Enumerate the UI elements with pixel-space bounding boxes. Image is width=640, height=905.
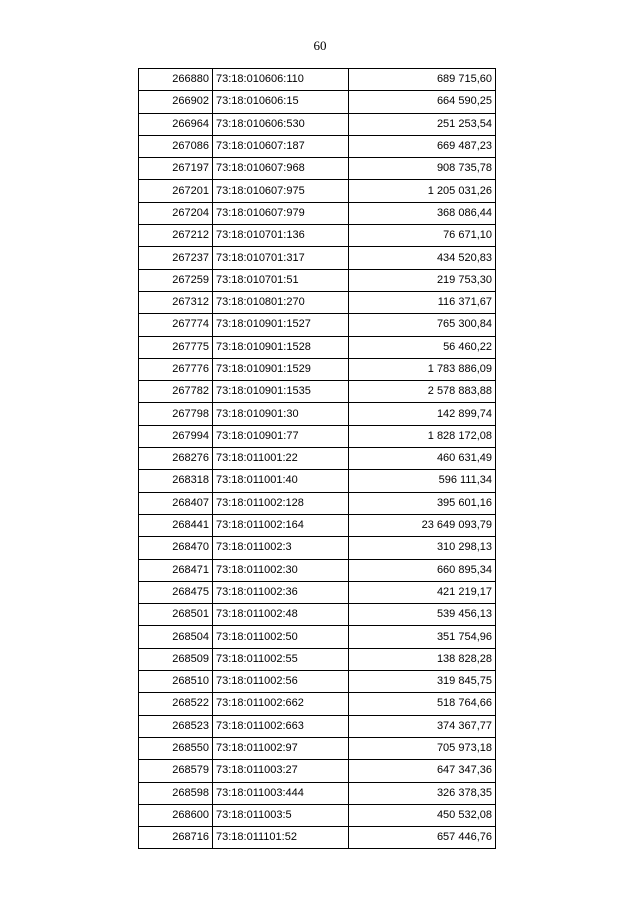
table-row [139, 202, 496, 224]
cadastral-number-cell: 73:18:010607:979 [213, 202, 349, 224]
table-row [139, 291, 496, 313]
table-row [139, 492, 496, 514]
value-cell: 421 219,17 [349, 581, 496, 603]
cadastral-number-cell: 73:18:011002:55 [213, 648, 349, 670]
value-cell: 374 367,77 [349, 715, 496, 737]
value-cell: 1 828 172,08 [349, 425, 496, 447]
value-cell: 319 845,75 [349, 671, 496, 693]
table-row [139, 671, 496, 693]
page-number: 60 [313, 38, 327, 53]
record-id-cell: 268716 [139, 827, 213, 849]
value-cell: 596 111,34 [349, 470, 496, 492]
table-row [139, 135, 496, 157]
table-row [139, 715, 496, 737]
value-cell: 689 715,60 [349, 69, 496, 91]
record-id-cell: 266964 [139, 113, 213, 135]
table-row [139, 91, 496, 113]
table-row [139, 247, 496, 269]
value-cell: 1 783 886,09 [349, 358, 496, 380]
value-cell: 23 649 093,79 [349, 514, 496, 536]
cadastral-number-cell: 73:18:010607:968 [213, 158, 349, 180]
table-row [139, 626, 496, 648]
table-row [139, 782, 496, 804]
record-id-cell: 268509 [139, 648, 213, 670]
cadastral-number-cell: 73:18:011003:444 [213, 782, 349, 804]
table-row [139, 804, 496, 826]
cadastral-number-cell: 73:18:010701:51 [213, 269, 349, 291]
record-id-cell: 268504 [139, 626, 213, 648]
cadastral-number-cell: 73:18:010701:136 [213, 225, 349, 247]
cadastral-number-cell: 73:18:011002:36 [213, 581, 349, 603]
table-row [139, 336, 496, 358]
cadastral-number-cell: 73:18:011101:52 [213, 827, 349, 849]
cadastral-number-cell: 73:18:010801:270 [213, 291, 349, 313]
record-id-cell: 267774 [139, 314, 213, 336]
record-id-cell: 268600 [139, 804, 213, 826]
value-cell: 138 828,28 [349, 648, 496, 670]
table-row [139, 425, 496, 447]
table-row [139, 604, 496, 626]
cadastral-number-cell: 73:18:010607:975 [213, 180, 349, 202]
record-id-cell: 266902 [139, 91, 213, 113]
data-table [138, 68, 496, 849]
cadastral-number-cell: 73:18:011002:30 [213, 559, 349, 581]
record-id-cell: 268471 [139, 559, 213, 581]
cadastral-number-cell: 73:18:011002:48 [213, 604, 349, 626]
record-id-cell: 267197 [139, 158, 213, 180]
cadastral-number-cell: 73:18:011002:97 [213, 737, 349, 759]
record-id-cell: 268441 [139, 514, 213, 536]
record-id-cell: 267994 [139, 425, 213, 447]
cadastral-number-cell: 73:18:011002:128 [213, 492, 349, 514]
record-id-cell: 266880 [139, 69, 213, 91]
table-row [139, 648, 496, 670]
value-cell: 647 347,36 [349, 760, 496, 782]
cadastral-number-cell: 73:18:010901:1535 [213, 381, 349, 403]
value-cell: 76 671,10 [349, 225, 496, 247]
value-cell: 310 298,13 [349, 537, 496, 559]
value-cell: 251 253,54 [349, 113, 496, 135]
value-cell: 664 590,25 [349, 91, 496, 113]
record-id-cell: 268276 [139, 448, 213, 470]
record-id-cell: 267212 [139, 225, 213, 247]
table-row [139, 225, 496, 247]
cadastral-number-cell: 73:18:011003:5 [213, 804, 349, 826]
value-cell: 351 754,96 [349, 626, 496, 648]
table-row [139, 69, 496, 91]
cadastral-number-cell: 73:18:011002:56 [213, 671, 349, 693]
value-cell: 116 371,67 [349, 291, 496, 313]
table-row [139, 514, 496, 536]
cadastral-number-cell: 73:18:010901:1527 [213, 314, 349, 336]
value-cell: 395 601,16 [349, 492, 496, 514]
table-body [139, 69, 496, 849]
cadastral-number-cell: 73:18:011003:27 [213, 760, 349, 782]
cadastral-number-cell: 73:18:011002:164 [213, 514, 349, 536]
record-id-cell: 268407 [139, 492, 213, 514]
record-id-cell: 268550 [139, 737, 213, 759]
record-id-cell: 267782 [139, 381, 213, 403]
value-cell: 518 764,66 [349, 693, 496, 715]
value-cell: 368 086,44 [349, 202, 496, 224]
table-row [139, 827, 496, 849]
table-row [139, 269, 496, 291]
record-id-cell: 267775 [139, 336, 213, 358]
cadastral-number-cell: 73:18:010606:110 [213, 69, 349, 91]
value-cell: 219 753,30 [349, 269, 496, 291]
cadastral-number-cell: 73:18:011001:40 [213, 470, 349, 492]
table-row [139, 314, 496, 336]
table-row [139, 180, 496, 202]
table-row [139, 113, 496, 135]
record-id-cell: 267237 [139, 247, 213, 269]
table-row [139, 581, 496, 603]
table-row [139, 693, 496, 715]
record-id-cell: 268523 [139, 715, 213, 737]
cadastral-number-cell: 73:18:011001:22 [213, 448, 349, 470]
cadastral-number-cell: 73:18:010901:77 [213, 425, 349, 447]
value-cell: 669 487,23 [349, 135, 496, 157]
value-cell: 1 205 031,26 [349, 180, 496, 202]
record-id-cell: 267086 [139, 135, 213, 157]
value-cell: 326 378,35 [349, 782, 496, 804]
table-row [139, 358, 496, 380]
record-id-cell: 268598 [139, 782, 213, 804]
table-row [139, 760, 496, 782]
value-cell: 660 895,34 [349, 559, 496, 581]
value-cell: 450 532,08 [349, 804, 496, 826]
record-id-cell: 268522 [139, 693, 213, 715]
cadastral-number-cell: 73:18:011002:662 [213, 693, 349, 715]
record-id-cell: 268475 [139, 581, 213, 603]
table-row [139, 737, 496, 759]
value-cell: 657 446,76 [349, 827, 496, 849]
cadastral-number-cell: 73:18:010901:1529 [213, 358, 349, 380]
value-cell: 705 973,18 [349, 737, 496, 759]
cadastral-number-cell: 73:18:010901:1528 [213, 336, 349, 358]
cadastral-number-cell: 73:18:011002:663 [213, 715, 349, 737]
record-id-cell: 268501 [139, 604, 213, 626]
value-cell: 56 460,22 [349, 336, 496, 358]
cadastral-number-cell: 73:18:010606:15 [213, 91, 349, 113]
record-id-cell: 268318 [139, 470, 213, 492]
value-cell: 2 578 883,88 [349, 381, 496, 403]
cadastral-number-cell: 73:18:011002:50 [213, 626, 349, 648]
value-cell: 142 899,74 [349, 403, 496, 425]
table-row [139, 403, 496, 425]
value-cell: 908 735,78 [349, 158, 496, 180]
record-id-cell: 267204 [139, 202, 213, 224]
record-id-cell: 267776 [139, 358, 213, 380]
cadastral-number-cell: 73:18:010606:530 [213, 113, 349, 135]
table-row [139, 559, 496, 581]
table-row [139, 448, 496, 470]
record-id-cell: 267312 [139, 291, 213, 313]
record-id-cell: 268510 [139, 671, 213, 693]
value-cell: 765 300,84 [349, 314, 496, 336]
value-cell: 460 631,49 [349, 448, 496, 470]
record-id-cell: 267798 [139, 403, 213, 425]
cadastral-number-cell: 73:18:010607:187 [213, 135, 349, 157]
record-id-cell: 268579 [139, 760, 213, 782]
cadastral-number-cell: 73:18:010701:317 [213, 247, 349, 269]
record-id-cell: 267201 [139, 180, 213, 202]
cadastral-number-cell: 73:18:011002:3 [213, 537, 349, 559]
table-row [139, 537, 496, 559]
record-id-cell: 267259 [139, 269, 213, 291]
cadastral-number-cell: 73:18:010901:30 [213, 403, 349, 425]
value-cell: 539 456,13 [349, 604, 496, 626]
table-row [139, 470, 496, 492]
table-row [139, 381, 496, 403]
record-id-cell: 268470 [139, 537, 213, 559]
value-cell: 434 520,83 [349, 247, 496, 269]
table-row [139, 158, 496, 180]
